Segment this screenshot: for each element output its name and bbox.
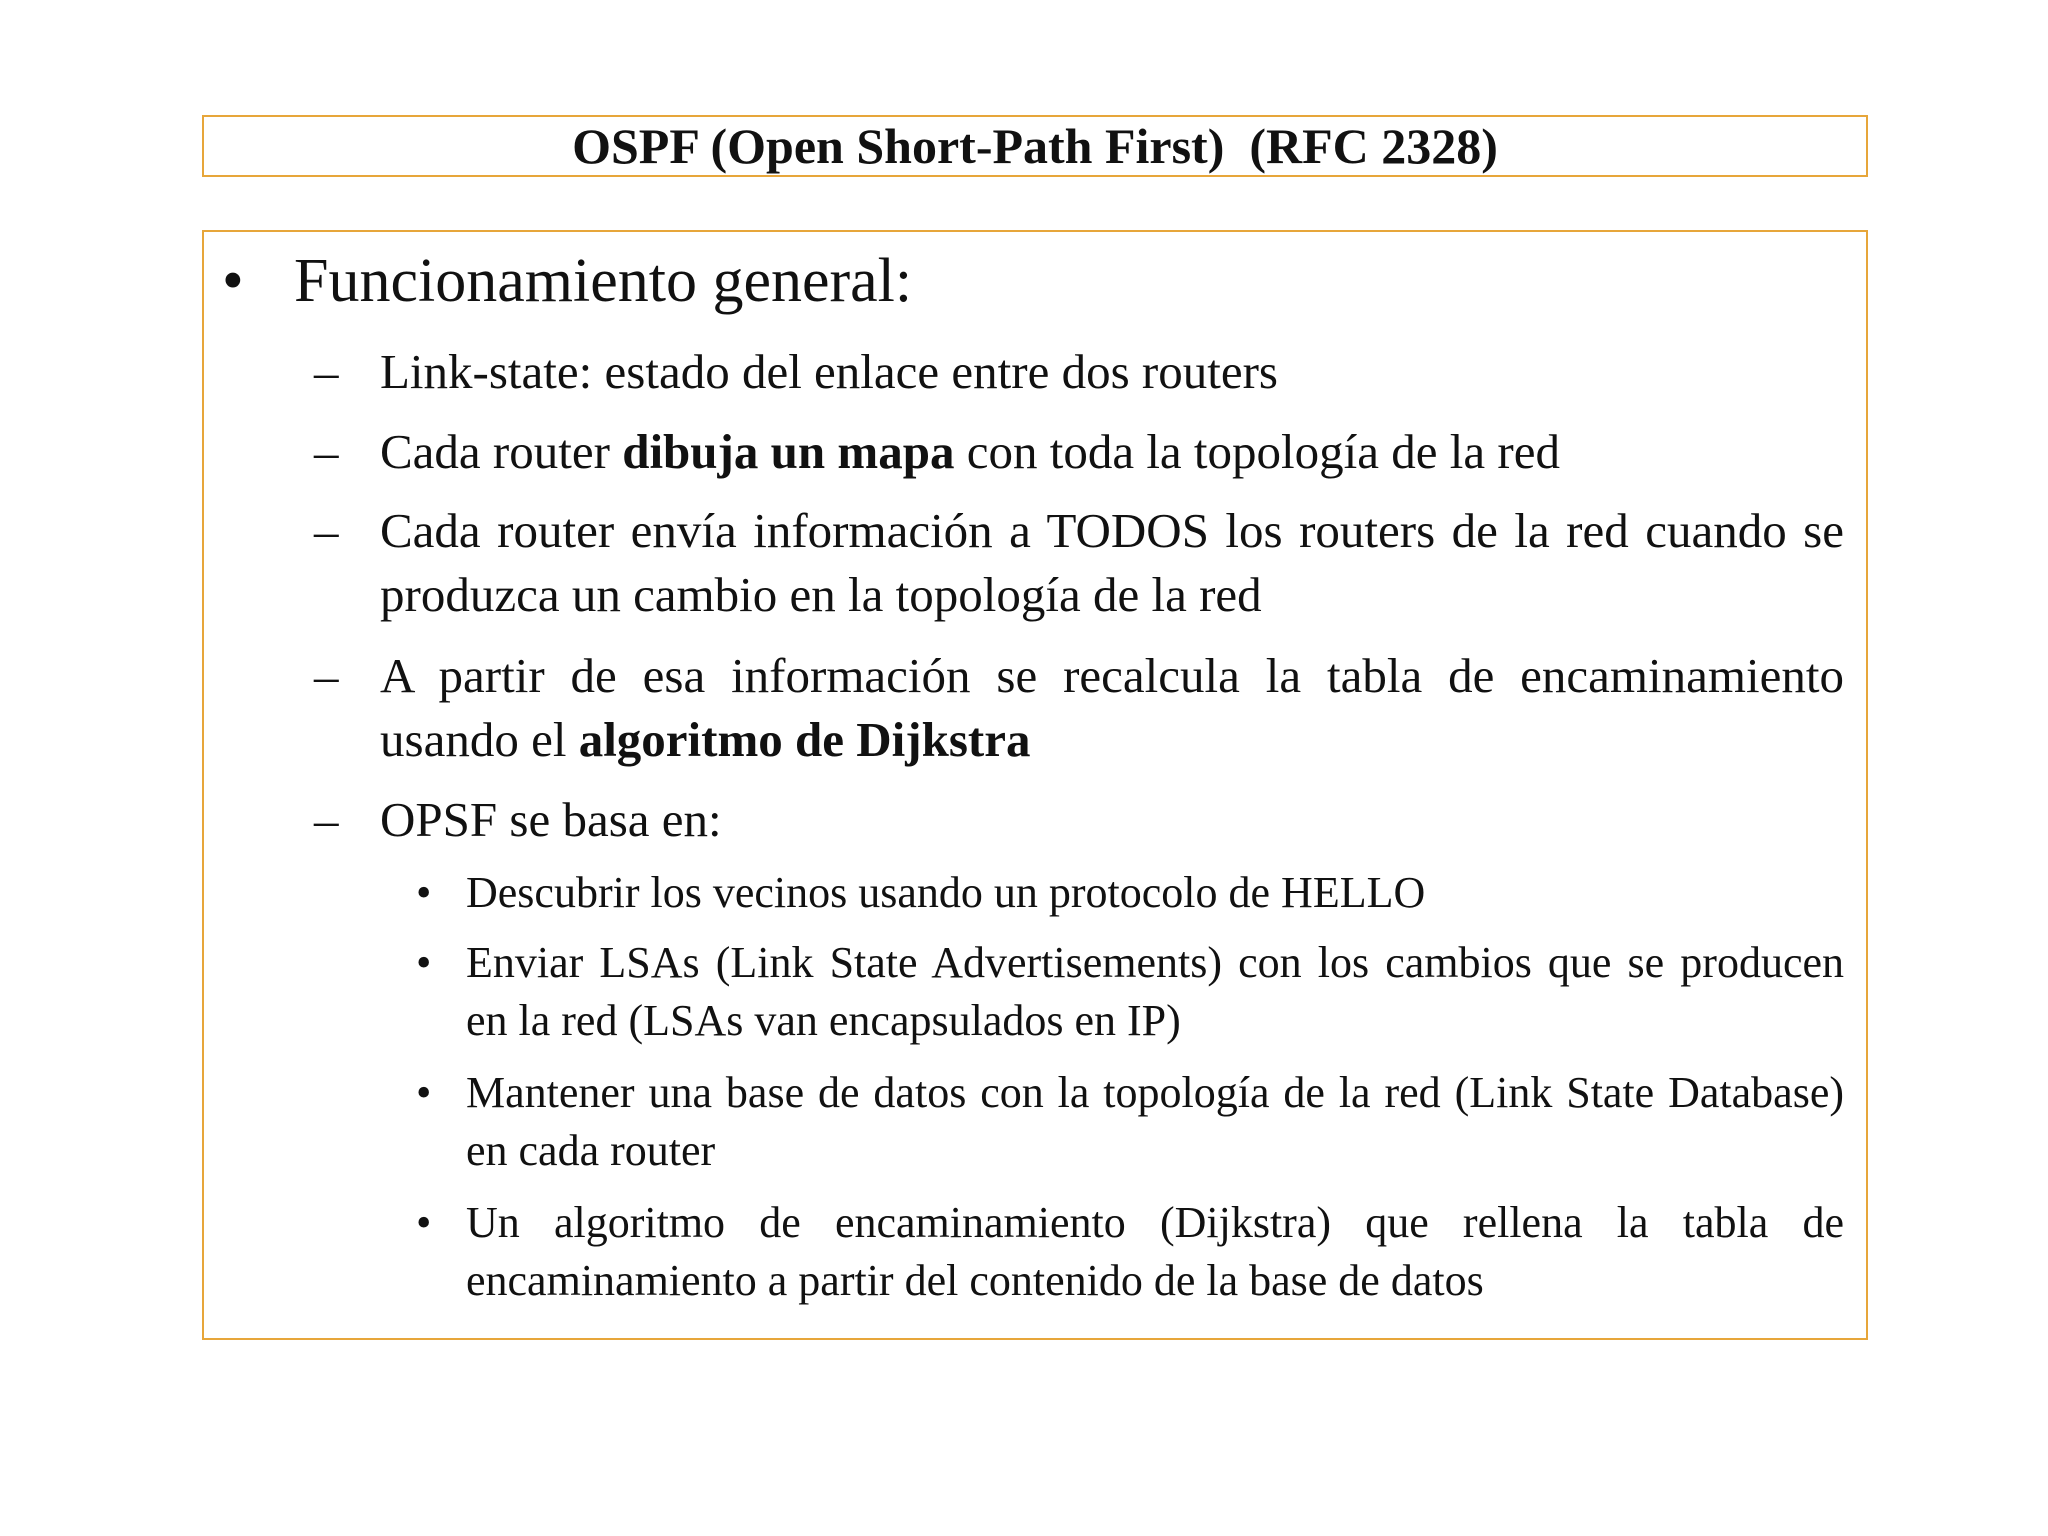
list-item-text: OPSF se basa en: [380, 792, 722, 847]
list-item [204, 420, 1844, 484]
bold-text-segment: dibuja un mapa [622, 424, 955, 479]
dash-icon: – [314, 792, 339, 847]
bullet-icon: • [222, 247, 244, 315]
sub-list-item [204, 864, 1844, 922]
sub-list-item [204, 934, 1844, 1050]
list-item [204, 788, 1844, 852]
dash-icon: – [314, 503, 339, 558]
list-item [204, 499, 1844, 627]
sub-list-item-text: Descubrir los vecinos usando un protocolo de HELLO [466, 868, 1426, 917]
dash-icon: – [314, 344, 339, 399]
list-item-text: Link-state: estado del enlace entre dos routers [380, 344, 1278, 399]
slide-title-box [202, 115, 1868, 177]
bullet-icon: • [416, 868, 432, 917]
sub-list-item-text: Mantener una base de datos con la topología de la red (Link State Database) en cada router [466, 1068, 1844, 1175]
bullet-icon: • [416, 1198, 432, 1247]
section-heading-text: Funcionamiento general: [294, 247, 913, 315]
text-segment: con toda la topología de la red [954, 424, 1560, 479]
bullet-icon: • [416, 938, 432, 987]
sub-list-item-text: Enviar LSAs (Link State Advertisements) con los cambios que se producen en la red (LSAs van encapsulados en IP) [466, 938, 1844, 1045]
list-item-text [380, 644, 1844, 772]
list-item [204, 644, 1844, 772]
bold-text-segment: algoritmo de Dijkstra [578, 712, 1031, 767]
sub-list-item-text: Un algoritmo de encaminamiento (Dijkstra) que rellena la tabla de encaminamiento a partir del contenido de la base de datos [466, 1198, 1844, 1305]
list-item-text [380, 420, 1844, 484]
sub-list-item [204, 1194, 1844, 1310]
dash-icon: – [314, 424, 339, 479]
slide-title: OSPF (Open Short-Path First) (RFC 2328) [572, 118, 1498, 174]
slide-content-box [202, 230, 1868, 1340]
sub-list-item [204, 1064, 1844, 1180]
text-segment: Cada router [380, 424, 623, 479]
dash-icon: – [314, 648, 339, 703]
text-segment: A partir de esa información se recalcula la tabla de encaminamiento usando el [380, 648, 1844, 767]
list-item [204, 340, 1844, 404]
list-item-text: Cada router envía información a TODOS los routers de la red cuando se produzca un cambio en la topología de la red [380, 503, 1844, 622]
bullet-icon: • [416, 1068, 432, 1117]
